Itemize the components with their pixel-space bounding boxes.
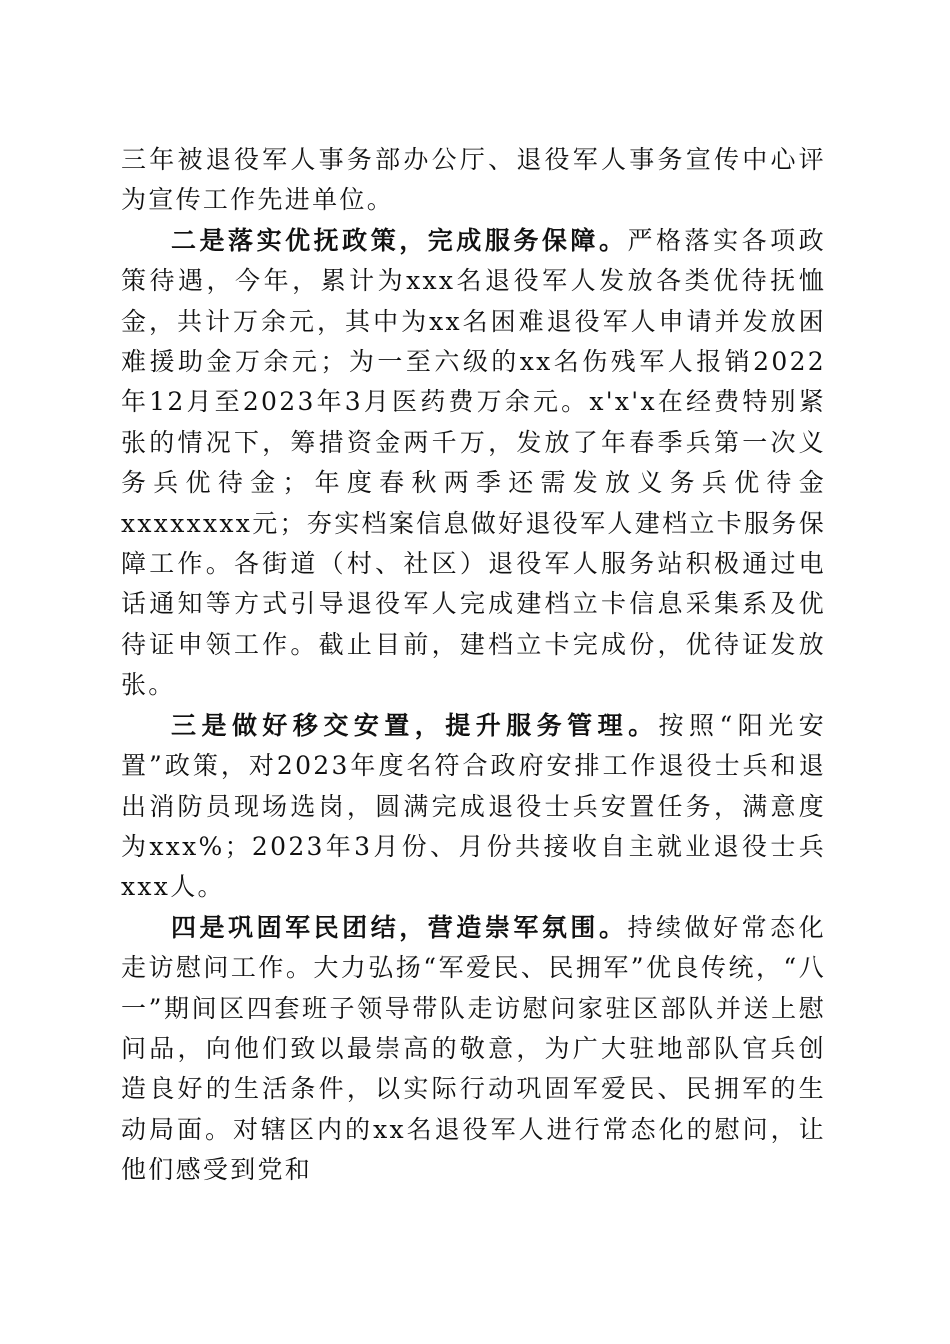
paragraph-1-text: 三年被退役军人事务部办公厅、退役军人事务宣传中心评为宣传工作先进单位。 (121, 145, 826, 215)
paragraph-2-text: 严格落实各项政策待遇，今年，累计为xxx名退役军人发放各类优待抚恤金，共计万余元，其中为xx名困难退役军人申请并发放困难援助金万余元；为一至六级的xx名伤残军人报销2022年12月至2023年3月医药费万余元。x'x'x在经费特别紧张的情况下，筹措资金两千万，发放了年春季兵第一次义务兵优待金；年度春秋两季还需发放义务兵优待金xxxxxxxx元；夯实档案信息做好退役军人建档立卡服务保障工作。各街道（村、社区）退役军人服务站积极通过电话通知等方式引导退役军人完成建档立卡信息采集系及优待证申领工作。截止目前，建档立卡完成份，优待证发放张。 (121, 225, 826, 700)
paragraph-1 (121, 140, 826, 221)
paragraph-4 (121, 908, 826, 1191)
paragraph-2-lead: 二是落实优抚政策，完成服务保障。 (171, 225, 628, 255)
paragraph-3-lead: 三是做好移交安置，提升服务管理。 (171, 710, 659, 740)
paragraph-2 (121, 221, 826, 706)
paragraph-3-text: 按照“阳光安置”政策，对2023年度名符合政府安排工作退役士兵和退出消防员现场选岗，圆满完成退役士兵安置任务，满意度为xxx%；2023年3月份、月份共接收自主就业退役士兵xxx人。 (121, 710, 826, 902)
document-body (121, 140, 826, 1191)
paragraph-3 (121, 706, 826, 908)
paragraph-4-text: 持续做好常态化走访慰问工作。大力弘扬“军爱民、民拥军”优良传统，“八一”期间区四套班子领导带队走访慰问家驻区部队并送上慰问品，向他们致以最崇高的敬意，为广大驻地部队官兵创造良好的生活条件，以实际行动巩固军爱民、民拥军的生动局面。对辖区内的xx名退役军人进行常态化的慰问，让他们感受到党和 (121, 912, 826, 1185)
paragraph-4-lead: 四是巩固军民团结，营造崇军氛围。 (171, 912, 628, 942)
